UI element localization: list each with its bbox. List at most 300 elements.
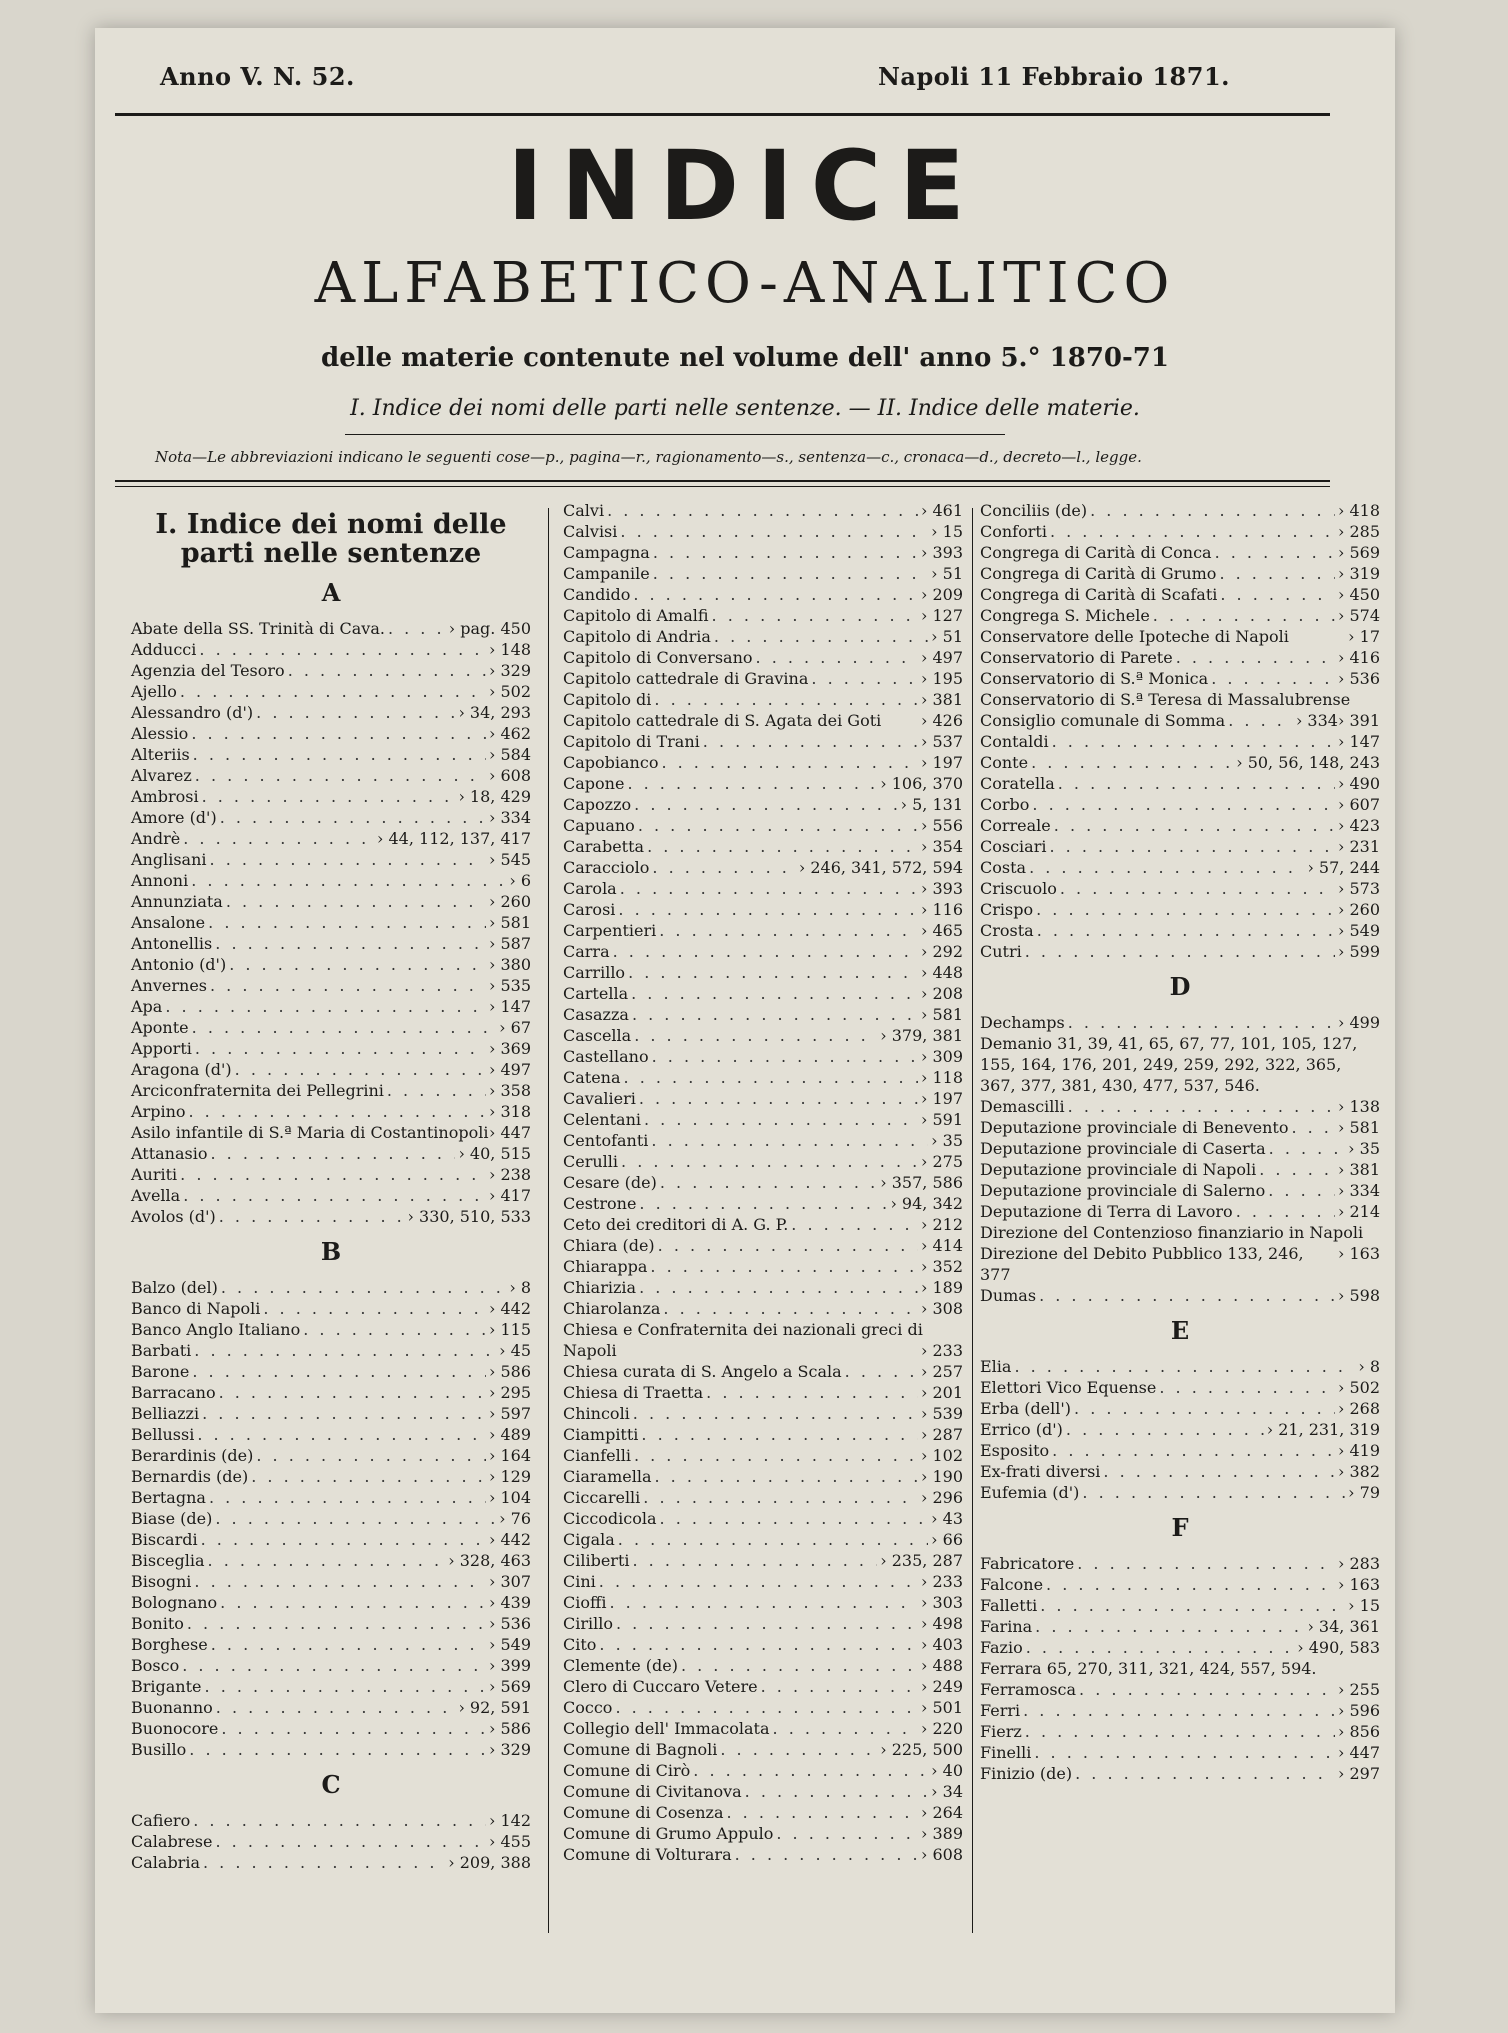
leader-dots	[199, 639, 486, 660]
leader-dots	[1025, 1721, 1335, 1742]
entry-reference: › 539	[921, 1403, 963, 1424]
leader-dots	[209, 1487, 486, 1508]
index-entry	[563, 1151, 963, 1172]
index-entry	[131, 870, 531, 891]
issue-number: Anno V. N. 52.	[160, 62, 355, 91]
entry-name: Carosi	[563, 900, 616, 919]
entry-name: Dumas	[980, 1286, 1037, 1305]
leader-dots	[776, 1823, 918, 1844]
entry-reference: › 34, 361	[1307, 1616, 1380, 1637]
mid-rule	[345, 434, 1005, 435]
index-entry	[980, 1721, 1380, 1742]
entry-name: Cini	[563, 1572, 596, 1591]
index-entry	[131, 933, 531, 954]
section-title: I. Indice dei nomi delle parti nelle sentenze	[155, 509, 507, 569]
leader-dots	[1236, 1201, 1335, 1222]
entry-name: Contaldi	[980, 732, 1049, 751]
index-column-2	[563, 500, 963, 1865]
index-entry	[131, 1466, 531, 1487]
entries-list	[563, 500, 963, 1865]
entry-name: Capone	[563, 774, 625, 793]
index-entry	[131, 1508, 531, 1529]
entry-reference: › 586	[489, 1361, 531, 1382]
entries-list	[980, 1356, 1380, 1503]
index-entry	[563, 1109, 963, 1130]
index-entry	[563, 773, 963, 794]
index-entry	[563, 1193, 963, 1214]
index-entry	[131, 1017, 531, 1038]
entry-reference: › 220	[921, 1718, 963, 1739]
leader-dots	[599, 1634, 918, 1655]
entry-name: Buonanno	[131, 1698, 213, 1717]
entry-reference: › 328, 463	[448, 1550, 531, 1571]
entry-name: Avella	[131, 1186, 181, 1205]
entry-reference: › 295	[489, 1382, 531, 1403]
index-entry	[131, 1550, 531, 1571]
leader-dots	[627, 773, 877, 794]
entry-name: Biscardi	[131, 1530, 198, 1549]
entry-reference: › 308	[921, 1298, 963, 1319]
entry-reference: › 399	[489, 1655, 531, 1676]
entry-reference: › 586	[489, 1718, 531, 1739]
entry-name: Cascella	[563, 1026, 632, 1045]
leader-dots	[1153, 605, 1335, 626]
entry-name: Anglisani	[131, 850, 207, 869]
entry-reference: › 307	[489, 1571, 531, 1592]
entry-name: Biase (de)	[131, 1509, 213, 1528]
entry-name: Capitolo di	[563, 690, 652, 709]
leader-dots	[1159, 1377, 1335, 1398]
entry-reference: › 233	[921, 1571, 963, 1592]
entry-name: Bertagna	[131, 1488, 206, 1507]
entry-reference: › 45	[499, 1340, 531, 1361]
entry-name: Banco Anglo Italiano	[131, 1320, 301, 1339]
index-entry	[563, 752, 963, 773]
index-entry	[980, 1440, 1380, 1461]
leader-dots	[1082, 1482, 1345, 1503]
entry-name: Calvisi	[563, 522, 618, 541]
entry-name: Comune di Bagnoli	[563, 1740, 718, 1759]
leader-dots	[303, 1319, 486, 1340]
entry-reference: › 287	[921, 1424, 963, 1445]
index-entry	[131, 849, 531, 870]
leader-dots	[618, 899, 918, 920]
leader-dots	[1046, 1574, 1335, 1595]
entry-name: Ceto dei creditori di A. G. P.	[563, 1215, 789, 1234]
index-entry	[980, 1180, 1380, 1201]
entry-name: Calvi	[563, 501, 605, 520]
entry-name: Conte	[980, 753, 1029, 772]
entry-name: Annunziata	[131, 892, 223, 911]
entry-name: Deputazione provinciale di Napoli	[980, 1160, 1257, 1179]
leader-dots	[654, 689, 918, 710]
volume-description: delle materie contenute nel volume dell' anno 5.° 1870-71	[321, 343, 1169, 373]
leader-dots	[652, 1046, 918, 1067]
top-rule	[115, 113, 1330, 116]
entry-reference: › 249	[921, 1676, 963, 1697]
entry-name: Finelli	[980, 1743, 1032, 1762]
index-entry	[131, 723, 531, 744]
leader-dots	[202, 786, 456, 807]
leader-dots	[1014, 1356, 1355, 1377]
index-entry	[980, 1742, 1380, 1763]
leader-dots	[210, 975, 486, 996]
index-entry	[563, 794, 963, 815]
index-entry	[563, 1571, 963, 1592]
entry-reference: › 497	[489, 1059, 531, 1080]
entry-name: Elettori Vico Equense	[980, 1378, 1157, 1397]
index-entry	[980, 1637, 1380, 1658]
entry-name: Adducci	[131, 640, 197, 659]
index-entry	[980, 521, 1380, 542]
entry-name: Cianfelli	[563, 1446, 631, 1465]
leader-dots	[202, 1403, 486, 1424]
entry-name: Finizio (de)	[980, 1764, 1073, 1783]
entry-reference: › 334	[1296, 710, 1338, 731]
index-entry	[131, 954, 531, 975]
entry-reference: › 536	[1338, 668, 1380, 689]
entry-name: Capitolo di Conversano	[563, 648, 753, 667]
leader-dots	[220, 807, 486, 828]
entry-name: Chiarizia	[563, 1278, 637, 1297]
leader-dots	[638, 815, 918, 836]
entry-name: Catena	[563, 1068, 621, 1087]
entry-reference: › 233	[921, 1340, 963, 1361]
leader-dots	[1052, 1440, 1335, 1461]
entry-reference: › 163	[1338, 1574, 1380, 1595]
leader-dots	[634, 1445, 918, 1466]
entry-name: Capitolo di Trani	[563, 732, 700, 751]
entry-name: Belliazzi	[131, 1404, 200, 1423]
leader-dots	[599, 1571, 918, 1592]
entry-reference: › 34	[931, 1781, 963, 1802]
leader-dots	[621, 1151, 918, 1172]
entry-reference: › 303	[921, 1592, 963, 1613]
index-entry	[563, 647, 963, 668]
entry-reference: › 17	[1348, 626, 1380, 647]
entry-reference: › 163	[1338, 1243, 1380, 1264]
index-entry	[131, 1185, 531, 1206]
entry-name: Chiesa e Confraternita dei nazionali greci di Napoli	[563, 1320, 923, 1360]
entry-reference: › 334	[489, 807, 531, 828]
entry-name: Criscuolo	[980, 879, 1057, 898]
entry-reference: › 369	[489, 1038, 531, 1059]
entry-name: Caracciolo	[563, 858, 650, 877]
entry-name: Castellano	[563, 1047, 649, 1066]
entry-name: Comune di Volturara	[563, 1845, 732, 1864]
index-entry	[563, 1466, 963, 1487]
entry-reference: › 389	[921, 1823, 963, 1844]
leader-dots	[201, 1529, 486, 1550]
entry-name: Erba (dell')	[980, 1399, 1072, 1418]
entry-reference: › 591	[921, 1109, 963, 1130]
leader-dots	[191, 870, 506, 891]
entry-name: Capuano	[563, 816, 635, 835]
entry-name: Capitolo cattedrale di S. Agata dei Goti	[563, 711, 882, 730]
leader-dots	[1023, 1700, 1335, 1721]
leader-dots	[191, 723, 486, 744]
entry-reference: › 357, 586	[880, 1172, 963, 1193]
leader-dots	[1090, 500, 1335, 521]
entry-reference: › 447	[1338, 1742, 1380, 1763]
entry-reference: › 275	[921, 1151, 963, 1172]
index-entry	[131, 891, 531, 912]
leader-dots	[1074, 1398, 1335, 1419]
leader-dots	[1034, 1742, 1335, 1763]
entry-reference: › 403	[921, 1634, 963, 1655]
entry-reference: › 501	[921, 1697, 963, 1718]
entry-reference: › 358	[489, 1080, 531, 1101]
index-entry	[980, 857, 1380, 878]
entry-reference: › 450	[1338, 584, 1380, 605]
entry-reference: › 225, 500	[880, 1739, 963, 1760]
leader-dots	[653, 563, 928, 584]
leader-dots	[192, 1017, 497, 1038]
entry-reference: › 597	[489, 1403, 531, 1424]
entry-reference: › 34, 293	[458, 702, 531, 723]
leader-dots	[1215, 542, 1335, 563]
entry-reference: › 292	[921, 941, 963, 962]
leader-dots	[1035, 1616, 1304, 1637]
entry-reference: › 536	[489, 1613, 531, 1634]
entry-name: Cirillo	[563, 1614, 613, 1633]
parts-line: I. Indice dei nomi delle parti nelle sentenze. — II. Indice delle materie.	[350, 396, 1140, 421]
entry-name: Carola	[563, 879, 617, 898]
leader-dots	[211, 1634, 486, 1655]
index-entry	[131, 660, 531, 681]
entry-reference: › 164	[489, 1445, 531, 1466]
leader-dots	[180, 1164, 486, 1185]
entry-reference: › 257	[921, 1361, 963, 1382]
leader-dots	[735, 1844, 918, 1865]
entry-reference: › 255	[1338, 1679, 1380, 1700]
page-title: INDICE	[507, 130, 983, 242]
entry-reference: › 209	[921, 584, 963, 605]
entry-name: Cioffi	[563, 1593, 607, 1612]
letter-heading-e: E	[1170, 1316, 1190, 1345]
index-entry	[563, 1403, 963, 1424]
index-entry	[563, 1550, 963, 1571]
entry-name: Centofanti	[563, 1131, 649, 1150]
entry-reference: › 545	[489, 849, 531, 870]
index-entry	[563, 1088, 963, 1109]
entry-reference: › 15	[1348, 1595, 1380, 1616]
index-entry	[131, 702, 531, 723]
index-entry	[563, 1697, 963, 1718]
entry-reference: › 190	[921, 1466, 963, 1487]
entry-name: Congrega di Carità di Conca	[980, 543, 1212, 562]
index-entry	[563, 1046, 963, 1067]
index-entry	[131, 1403, 531, 1424]
entry-name: Auriti	[131, 1165, 178, 1184]
index-entry	[980, 542, 1380, 563]
entry-reference: › 442	[489, 1529, 531, 1550]
leader-dots	[1039, 1285, 1335, 1306]
index-entry	[131, 1810, 531, 1831]
entry-name: Crosta	[980, 921, 1034, 940]
entry-name: Arpino	[131, 1102, 186, 1121]
index-entry	[563, 521, 963, 542]
index-entry	[980, 1700, 1380, 1721]
leader-dots	[197, 1424, 486, 1445]
leader-dots	[655, 1466, 918, 1487]
entry-reference: › 5, 131	[901, 794, 963, 815]
entry-name: Costa	[980, 858, 1027, 877]
leader-dots	[634, 794, 897, 815]
leader-dots	[1036, 899, 1335, 920]
index-entry	[563, 1004, 963, 1025]
entry-name: Consiglio comunale di Somma	[980, 711, 1226, 730]
index-entry	[563, 941, 963, 962]
index-entry	[563, 1844, 963, 1865]
entry-reference: › 418	[1338, 500, 1380, 521]
leader-dots	[1058, 773, 1335, 794]
entry-reference: › 426	[921, 710, 963, 731]
entry-reference: › 416	[1338, 647, 1380, 668]
entry-reference: › 549	[1338, 920, 1380, 941]
entry-name: Balzo (del)	[131, 1278, 218, 1297]
leader-dots	[194, 1340, 496, 1361]
leader-dots	[791, 1214, 918, 1235]
index-entry	[131, 1059, 531, 1080]
leader-dots	[221, 1718, 486, 1739]
entry-name: Bosco	[131, 1656, 180, 1675]
leader-dots	[180, 681, 486, 702]
index-entry	[980, 500, 1380, 521]
index-entry	[980, 584, 1380, 605]
entry-name: Cosciari	[980, 837, 1047, 856]
entry-reference: › 309	[921, 1046, 963, 1067]
entry-name: Arciconfraternita dei Pellegrini	[131, 1081, 384, 1100]
leader-dots	[661, 752, 918, 773]
index-entry	[980, 710, 1338, 731]
index-entry	[563, 689, 963, 710]
entry-name: Comune di Grumo Appulo	[563, 1824, 774, 1843]
entries-list	[980, 1012, 1380, 1306]
index-entry	[131, 786, 531, 807]
index-entry	[131, 744, 531, 765]
entry-reference: › 537	[921, 731, 963, 752]
entry-name: Andrè	[131, 829, 181, 848]
entry-reference: › 51	[931, 626, 963, 647]
index-entry	[980, 1553, 1380, 1574]
entry-name: Antonio (d')	[131, 955, 227, 974]
entry-name: Carrillo	[563, 963, 626, 982]
index-entry	[980, 1285, 1380, 1306]
leader-dots	[633, 584, 918, 605]
column-divider	[548, 508, 549, 1933]
leader-dots	[633, 1550, 878, 1571]
entry-reference: › 417	[489, 1185, 531, 1206]
index-entry	[131, 1080, 531, 1101]
entry-name: Farina	[980, 1617, 1033, 1636]
entry-name: Cavalieri	[563, 1089, 636, 1108]
leader-dots	[1103, 1461, 1335, 1482]
leader-dots	[210, 1143, 455, 1164]
index-entry	[980, 899, 1380, 920]
index-entry	[563, 1487, 963, 1508]
leader-dots	[189, 1101, 486, 1122]
index-entry	[980, 1574, 1380, 1595]
leader-dots	[263, 1298, 486, 1319]
entry-reference: › 574	[1338, 605, 1380, 626]
leader-dots	[726, 1802, 917, 1823]
leader-dots	[641, 1424, 918, 1445]
index-entry	[131, 1101, 531, 1122]
index-entry	[980, 605, 1380, 626]
leader-dots	[183, 1185, 486, 1206]
entry-name: Banco di Napoli	[131, 1299, 261, 1318]
index-entry	[131, 1831, 531, 1852]
leader-dots	[1066, 1419, 1264, 1440]
index-entry	[980, 1461, 1380, 1482]
leader-dots	[703, 731, 918, 752]
entry-name: Falcone	[980, 1575, 1044, 1594]
entry-name: Capitolo di Andria	[563, 627, 711, 646]
entry-reference: › 238	[489, 1164, 531, 1185]
leader-dots	[215, 1831, 485, 1852]
index-entry	[980, 731, 1380, 752]
entry-reference: › 260	[1338, 899, 1380, 920]
entry-name: Apporti	[131, 1039, 192, 1058]
entry-reference: › 66	[931, 1529, 963, 1550]
leader-dots	[182, 1655, 486, 1676]
entry-name: Carra	[563, 942, 610, 961]
index-entry	[131, 1038, 531, 1059]
index-entry	[563, 584, 963, 605]
leader-dots	[193, 744, 486, 765]
index-entry	[131, 975, 531, 996]
leader-dots	[251, 1466, 486, 1487]
index-entry	[563, 1277, 963, 1298]
entry-name: Chiarolanza	[563, 1299, 661, 1318]
index-entry	[563, 983, 963, 1004]
entry-reference: › 35	[1348, 1138, 1380, 1159]
index-entry	[980, 1482, 1380, 1503]
leader-dots	[208, 1550, 446, 1571]
entry-reference: › 285	[1338, 521, 1380, 542]
entry-reference: › 334	[1338, 1180, 1380, 1201]
index-entry	[563, 1802, 963, 1823]
entry-reference: › 569	[1338, 542, 1380, 563]
entry-name: Ciliberti	[563, 1551, 630, 1570]
leader-dots	[613, 941, 918, 962]
entry-name: Bisogni	[131, 1572, 192, 1591]
index-entry	[563, 1424, 963, 1445]
index-entry	[980, 1033, 1380, 1096]
entry-reference: › 147	[489, 996, 531, 1017]
entry-reference: › 8	[1358, 1356, 1380, 1377]
leader-dots	[618, 1529, 928, 1550]
leader-dots	[203, 1852, 445, 1873]
entry-name: Brigante	[131, 1677, 202, 1696]
index-entry	[563, 1739, 963, 1760]
entry-name: Bisceglia	[131, 1551, 205, 1570]
entry-reference: › 461	[921, 500, 963, 521]
leader-dots	[187, 1613, 486, 1634]
index-entry	[980, 1595, 1380, 1616]
entry-name: Clero di Cuccaro Vetere	[563, 1677, 758, 1696]
entry-reference: › 92, 591	[458, 1697, 531, 1718]
index-entry	[563, 1823, 963, 1844]
entry-reference: › 44, 112, 137, 417	[377, 828, 531, 849]
leader-dots	[1052, 731, 1335, 752]
entry-reference: › 115	[489, 1319, 531, 1340]
leader-dots	[256, 1445, 486, 1466]
entry-reference: › 94, 342	[890, 1193, 963, 1214]
letter-heading-d: D	[1169, 972, 1191, 1001]
leader-dots	[387, 1080, 486, 1101]
